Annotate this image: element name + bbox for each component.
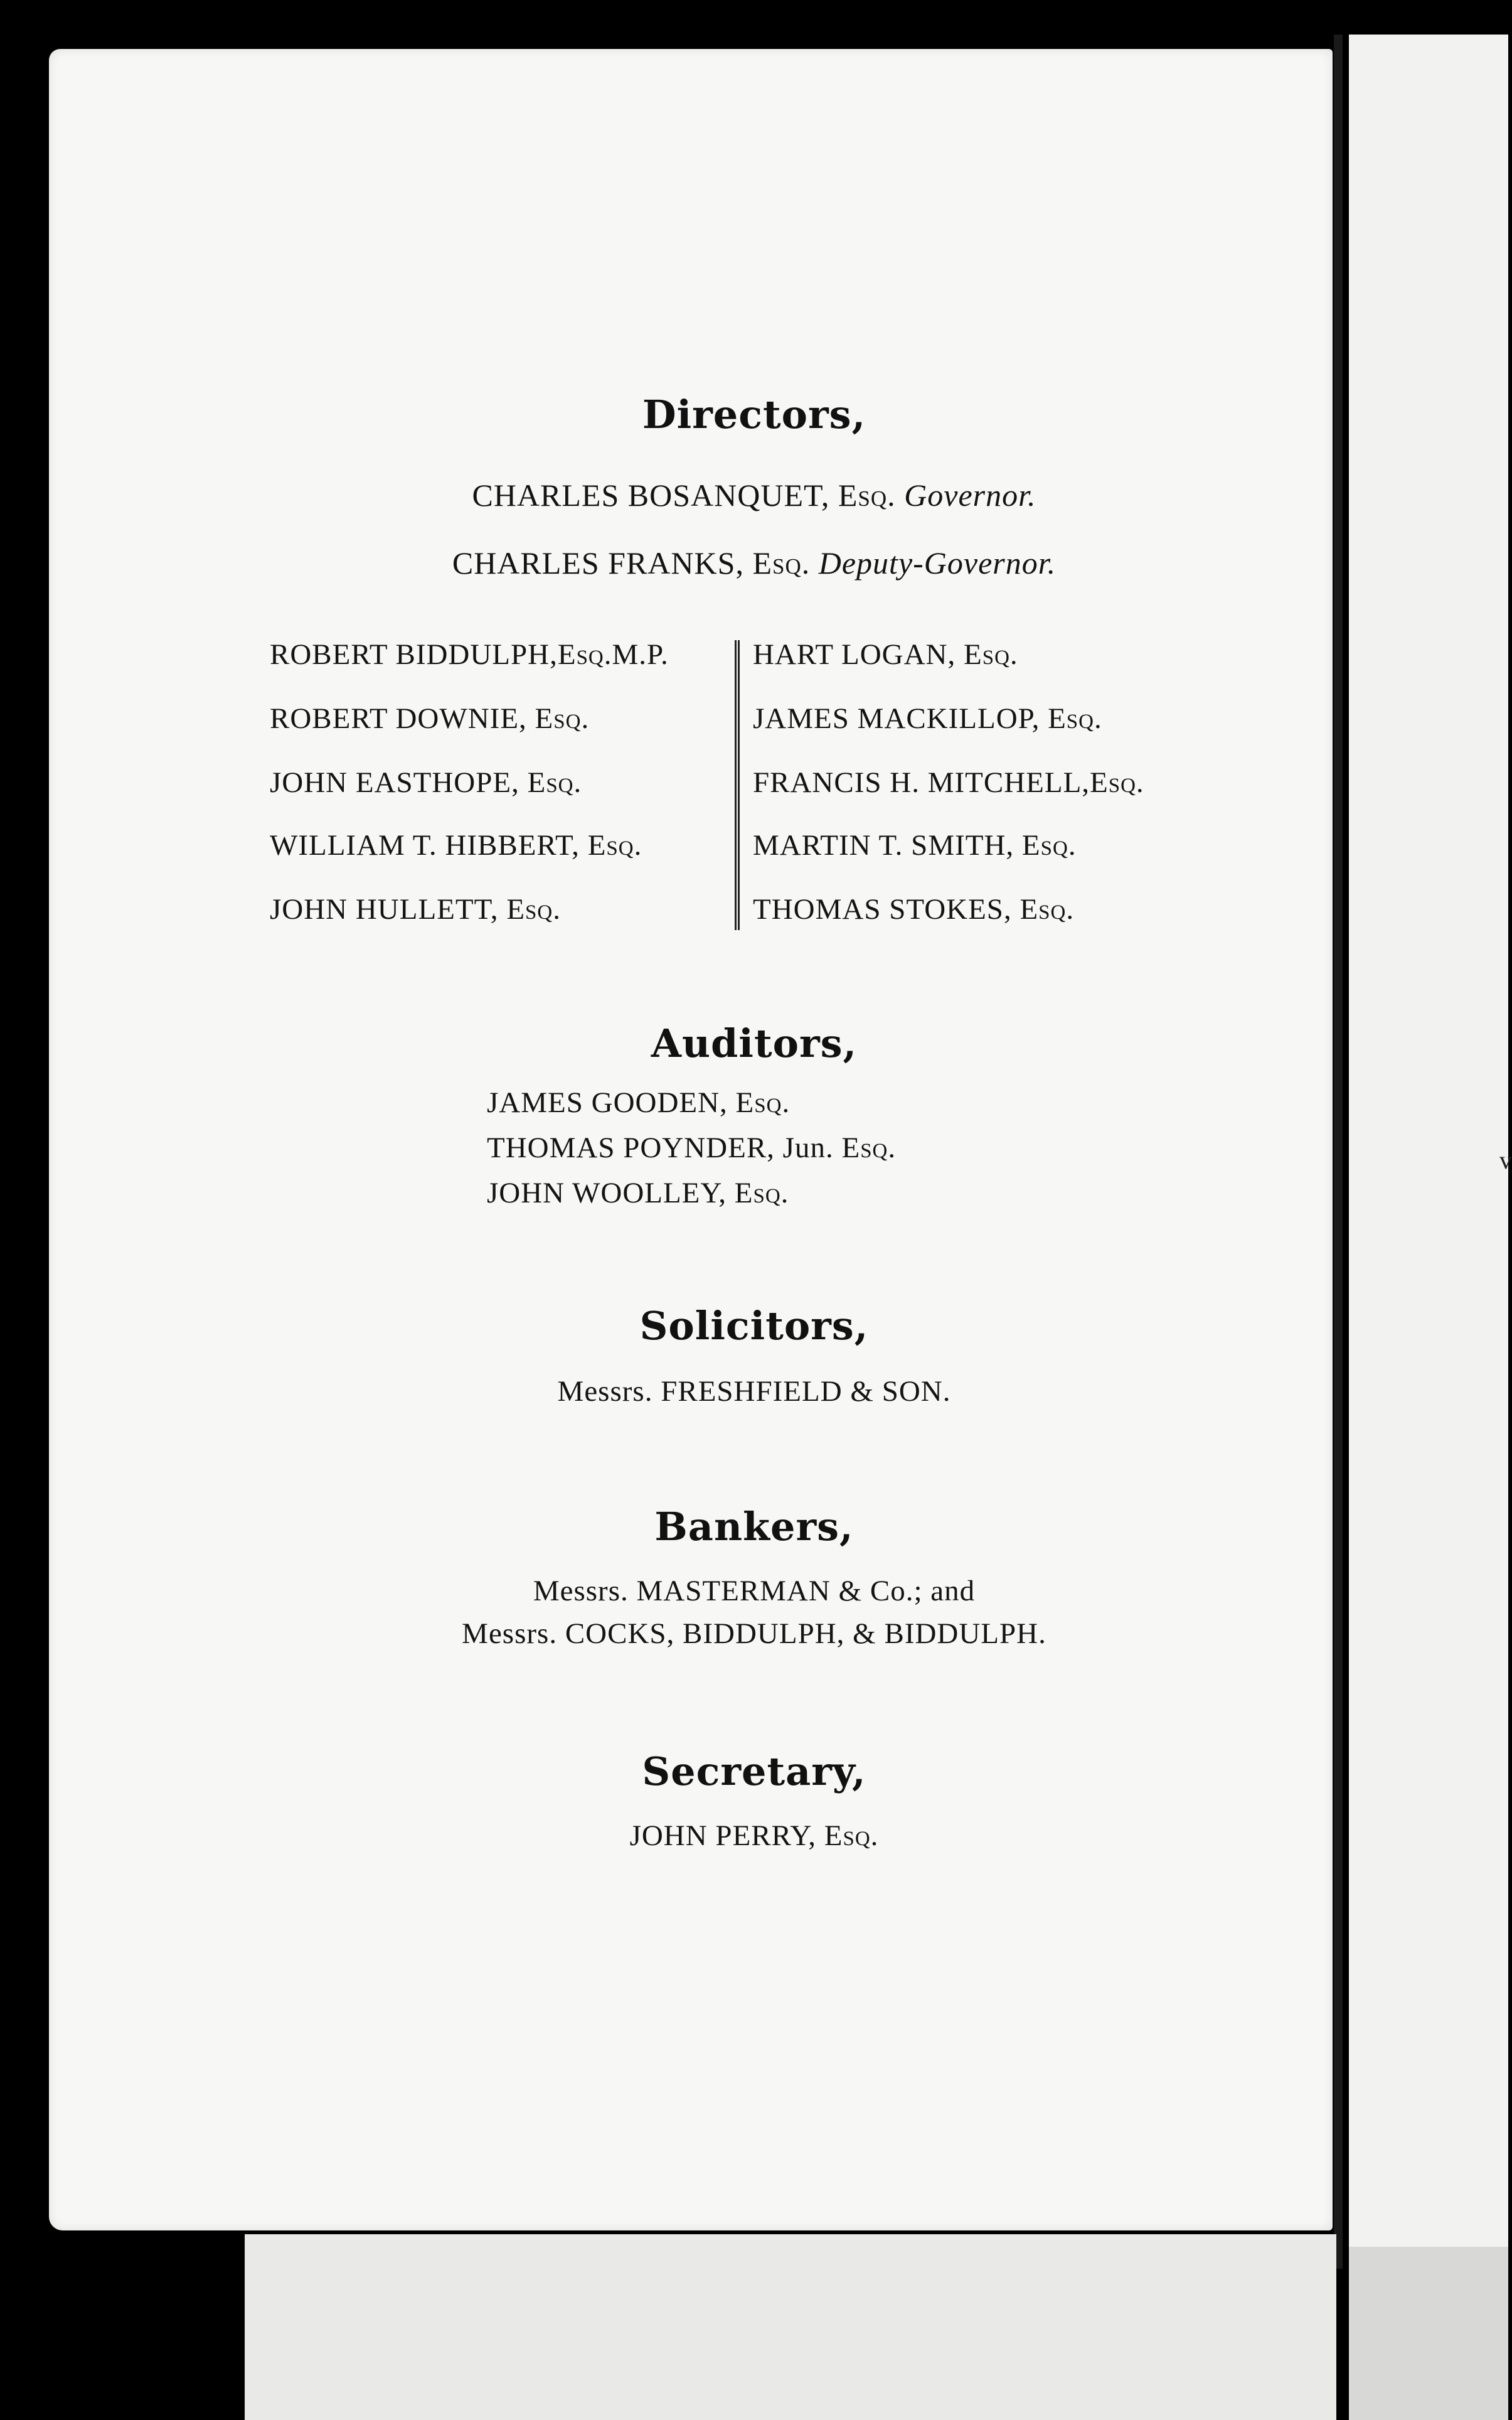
director-right-5: THOMAS STOKES, Esq. bbox=[753, 893, 1075, 926]
deputy-governor-esq: Esq. bbox=[752, 545, 811, 581]
deputy-governor-name: CHARLES FRANKS, bbox=[452, 545, 744, 581]
secretary-esq: Esq. bbox=[824, 1819, 879, 1852]
governor-role: Governor. bbox=[904, 478, 1036, 513]
secretary-line bbox=[0, 1819, 1508, 1853]
directors-heading: Directors, bbox=[642, 392, 866, 437]
director-left-2: ROBERT DOWNIE, Esq. bbox=[270, 702, 590, 735]
solicitors-heading: Solicitors, bbox=[639, 1303, 869, 1349]
bankers-line-2: Messrs. COCKS, BIDDULPH, & BIDDULPH. bbox=[462, 1617, 1046, 1650]
solicitors-line: Messrs. FRESHFIELD & SON. bbox=[557, 1375, 951, 1408]
director-right-3: FRANCIS H. MITCHELL,Esq. bbox=[753, 766, 1144, 799]
facing-page-margin-mark: v bbox=[1499, 1146, 1512, 1174]
governor-name: CHARLES BOSANQUET, bbox=[472, 478, 830, 513]
director-right-2: JAMES MACKILLOP, Esq. bbox=[753, 702, 1102, 735]
director-left-5: JOHN HULLETT, Esq. bbox=[270, 893, 561, 926]
secretary-heading: Secretary, bbox=[642, 1748, 866, 1794]
secretary-name: JOHN PERRY, bbox=[629, 1819, 817, 1852]
governor-esq: Esq. bbox=[838, 478, 896, 513]
director-left-4: WILLIAM T. HIBBERT, Esq. bbox=[270, 829, 642, 862]
facing-page bbox=[1349, 35, 1512, 2269]
page-underlay bbox=[245, 2234, 1336, 2420]
auditor-1: JAMES GOODEN, Esq. bbox=[487, 1086, 791, 1119]
auditor-2: THOMAS POYNDER, Jun. Esq. bbox=[487, 1132, 897, 1164]
director-right-1: HART LOGAN, Esq. bbox=[753, 638, 1018, 671]
auditors-heading: Auditors, bbox=[651, 1020, 858, 1066]
auditor-3: JOHN WOOLLEY, Esq. bbox=[487, 1177, 789, 1209]
bankers-line-1: Messrs. MASTERMAN & Co.; and bbox=[533, 1575, 976, 1607]
facing-page-lower bbox=[1349, 2247, 1508, 2420]
director-left-3: JOHN EASTHOPE, Esq. bbox=[270, 766, 582, 799]
bankers-heading: Bankers, bbox=[654, 1504, 854, 1550]
governor-line bbox=[0, 477, 1508, 513]
deputy-governor-role: Deputy-Governor. bbox=[818, 545, 1057, 581]
binding-gutter bbox=[1334, 35, 1343, 2269]
directors-column-divider bbox=[735, 640, 740, 930]
director-right-4: MARTIN T. SMITH, Esq. bbox=[753, 829, 1077, 862]
director-left-1: ROBERT BIDDULPH,Esq.M.P. bbox=[270, 638, 669, 671]
deputy-governor-line bbox=[0, 545, 1508, 581]
